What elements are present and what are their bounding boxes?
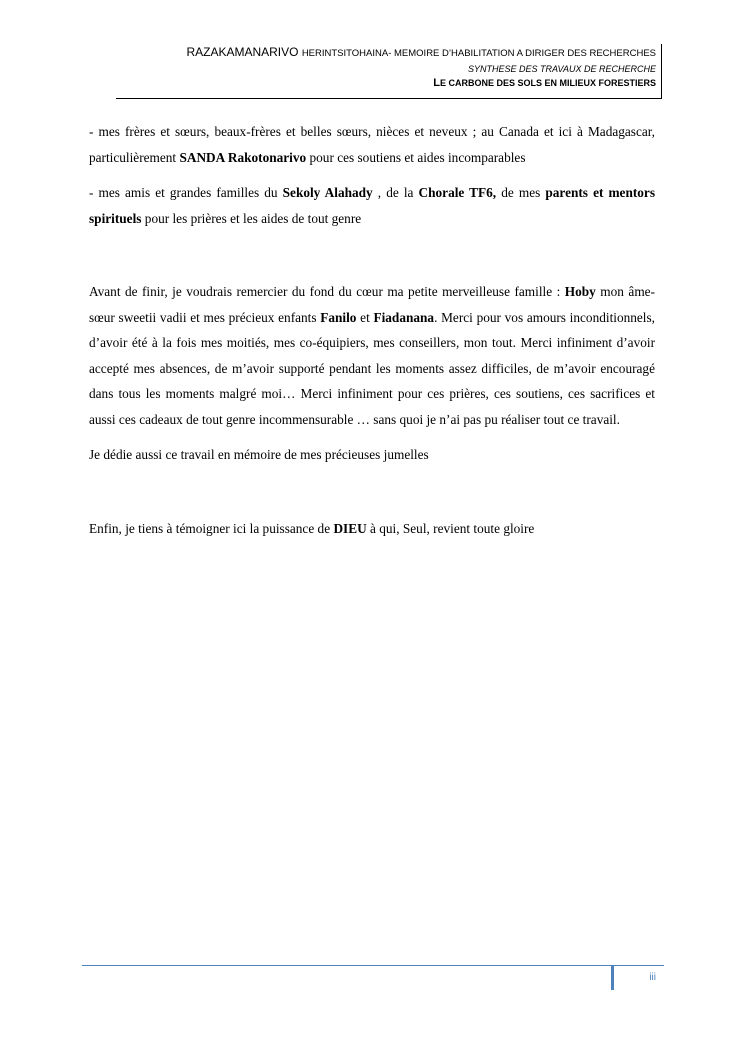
text-run: - mes frères et sœurs, beaux-frères et belles sœurs, nièces et neveux ; au Canada et ici à Madagascar, particulièrement (89, 124, 655, 165)
paragraph-family (89, 119, 655, 170)
paragraph-dedication: Je dédie aussi ce travail en mémoire de mes précieuses jumelles (89, 447, 429, 462)
text-run: Enfin, je tiens à témoigner ici la puissance de (89, 520, 334, 536)
text-run: et (356, 309, 374, 325)
text-run: mon âme-sœur sweetii vadii et mes précieux enfants (89, 284, 655, 325)
text-run: Avant de finir, je voudrais remercier du fond du cœur ma petite merveilleuse famille : (89, 284, 565, 299)
header-author: RAZAKAMANARIVO (186, 45, 302, 59)
bold-name: Sekoly Alahady (282, 185, 373, 200)
paragraph-closing (89, 516, 655, 542)
header-subject (116, 76, 656, 90)
text-run: de mes (496, 185, 546, 200)
bold-name: DIEU (333, 520, 367, 536)
header-subject-rest: E CARBONE DES SOLS EN MILIEUX FORESTIERS (439, 78, 656, 88)
header-memoir-title: HERINTSITOHAINA- MEMOIRE D’HABILITATION A DIRIGER DES RECHERCHES (301, 48, 656, 59)
bold-name: Hoby (564, 284, 596, 299)
header-subject-initial: L (433, 77, 440, 89)
page-number: iii (649, 972, 656, 983)
text-run: , de la (372, 185, 419, 200)
footer-rule (82, 965, 664, 966)
bold-name: SANDA Rakotonarivo (179, 149, 307, 165)
text-run: pour les prières et les aides de tout genre (141, 210, 362, 226)
bold-name: parents et mentors spirituels (89, 185, 656, 226)
header-section: SYNTHESE DES TRAVAUX DE RECHERCHE (467, 64, 656, 74)
page-body (89, 119, 655, 541)
header-rule-vertical (661, 44, 662, 99)
bold-name: Fiadanana (373, 309, 435, 325)
paragraph-friends (89, 180, 655, 231)
bold-name: Fanilo (320, 309, 357, 325)
text-run: . Merci pour vos amours inconditionnels, d’avoir été à la fois mes moitiés, mes co-équipiers, mes conseillers, mon tout. Merci infiniment d’avoir accepté mes absences, de m’avoir supporté pendant les moments assez difficiles, de m’avoir encouragé dans tous les moments malgré moi… Merci infiniment pour ces prières, ces soutiens, ces sacrifices et aussi ces cadeaux de tout genre incommensurable … sans quoi je n’ai pas pu réaliser tout ce travail. (89, 309, 655, 427)
spacer (89, 432, 655, 442)
spacer (89, 231, 655, 279)
spacer (89, 468, 655, 516)
spacer (89, 170, 655, 180)
footer-tick (611, 966, 614, 990)
header-rule-horizontal (116, 98, 662, 99)
bold-name: Chorale TF6, (418, 185, 497, 200)
text-run: pour ces soutiens et aides incomparables (306, 149, 526, 165)
header-author-title (116, 44, 656, 62)
text-run: à qui, Seul, revient toute gloire (366, 520, 535, 536)
running-header (116, 44, 656, 90)
text-run: - mes amis et grandes familles du (89, 185, 283, 200)
paragraph-own-family (89, 279, 655, 432)
